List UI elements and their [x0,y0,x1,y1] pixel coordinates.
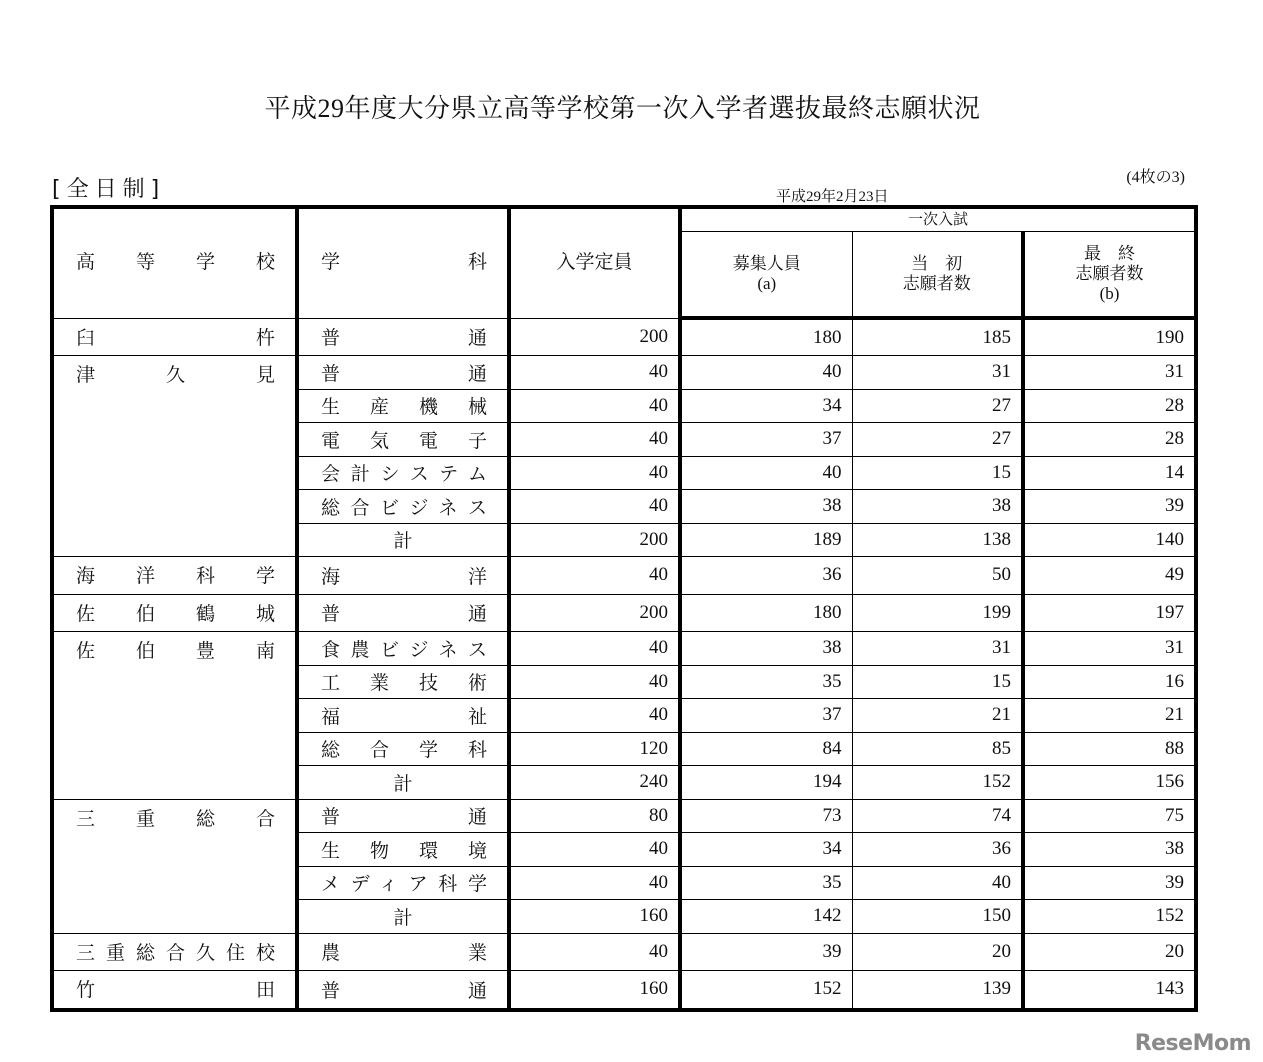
department-name: 普通 [297,594,509,632]
department-name: 総合ビジネス [297,490,509,524]
final-applicants-value: 75 [1023,799,1196,833]
capacity-value: 40 [509,665,680,699]
initial-applicants-value: 150 [852,900,1023,934]
recruit-value: 39 [680,933,852,971]
page-title: 平成29年度大分県立高等学校第一次入学者選抜最終志願状況 [264,94,981,123]
school-name: 佐伯鶴城 [52,594,297,632]
final-applicants-value: 39 [1023,866,1196,900]
capacity-value: 40 [509,557,680,595]
initial-applicants-value: 20 [852,933,1023,971]
recruit-value: 194 [680,766,852,800]
subtotal-label: 計 [297,523,509,557]
final-applicants-value: 190 [1023,318,1196,356]
header-school: 高等学校 [52,207,297,318]
school-name: 臼杵 [52,318,297,356]
capacity-value: 240 [509,766,680,800]
table-row [52,557,1196,595]
recruit-value: 36 [680,557,852,595]
section-label: [全日制] [52,177,166,202]
initial-applicants-value: 199 [852,594,1023,632]
initial-applicants-value: 36 [852,833,1023,867]
header-first-exam: 一次入試 [680,207,1196,231]
recruit-value: 152 [680,971,852,1010]
initial-applicants-value: 185 [852,318,1023,356]
final-applicants-value: 39 [1023,490,1196,524]
table-row [52,594,1196,632]
initial-applicants-value: 31 [852,356,1023,390]
capacity-value: 200 [509,594,680,632]
initial-applicants-value: 50 [852,557,1023,595]
sheet-number: (4枚の3) [1126,169,1185,186]
capacity-value: 40 [509,423,680,457]
capacity-value: 40 [509,933,680,971]
table-row [52,356,1196,390]
header-final [1023,231,1196,318]
initial-applicants-value: 74 [852,799,1023,833]
capacity-value: 40 [509,456,680,490]
department-name: 会計システム [297,456,509,490]
final-applicants-value: 143 [1023,971,1196,1010]
recruit-value: 37 [680,423,852,457]
capacity-value: 120 [509,732,680,766]
capacity-value: 40 [509,699,680,733]
initial-applicants-value: 15 [852,665,1023,699]
final-applicants-value: 31 [1023,356,1196,390]
recruit-value: 73 [680,799,852,833]
report-date: 平成29年2月23日 [776,189,889,205]
capacity-value: 160 [509,971,680,1010]
subtotal-label: 計 [297,766,509,800]
header-recruit [680,231,852,318]
recruit-value: 180 [680,318,852,356]
school-name: 津久見 [52,356,297,557]
department-name: 福祉 [297,699,509,733]
table-row [52,318,1196,356]
recruit-value: 40 [680,356,852,390]
recruit-value: 189 [680,523,852,557]
final-applicants-value: 38 [1023,833,1196,867]
department-name: 普通 [297,356,509,390]
final-applicants-value: 28 [1023,423,1196,457]
initial-applicants-value: 38 [852,490,1023,524]
recruit-label: 募集人員 [732,253,801,273]
initial-applicants-value: 139 [852,971,1023,1010]
initial-applicants-value: 27 [852,423,1023,457]
capacity-value: 160 [509,900,680,934]
school-name: 海洋科学 [52,557,297,595]
department-name: 電気電子 [297,423,509,457]
recruit-value: 38 [680,490,852,524]
recruit-value: 40 [680,456,852,490]
recruit-value: 142 [680,900,852,934]
department-name: メディア科学 [297,866,509,900]
capacity-value: 40 [509,866,680,900]
department-name: 生物環境 [297,833,509,867]
department-name: 総合学科 [297,732,509,766]
final-applicants-value: 14 [1023,456,1196,490]
table-row [52,971,1196,1010]
header-department: 学科 [297,207,509,318]
capacity-value: 40 [509,632,680,666]
final-applicants-value: 140 [1023,523,1196,557]
final-applicants-value: 20 [1023,933,1196,971]
final-applicants-value: 88 [1023,732,1196,766]
department-name: 普通 [297,971,509,1010]
final-applicants-value: 28 [1023,389,1196,423]
table-row [52,799,1196,833]
header-capacity: 入学定員 [509,207,680,318]
final-applicants-value: 16 [1023,665,1196,699]
initial-applicants-value: 27 [852,389,1023,423]
department-name: 生産機械 [297,389,509,423]
department-name: 農業 [297,933,509,971]
initial-applicants-value: 15 [852,456,1023,490]
final-applicants-value: 152 [1023,900,1196,934]
school-name: 三重総合 [52,799,297,933]
school-name: 三重総合久住校 [52,933,297,971]
capacity-value: 200 [509,523,680,557]
recruit-value: 38 [680,632,852,666]
initial-applicants-value: 85 [852,732,1023,766]
initial-label: 当 初 [911,253,963,273]
header-initial [852,231,1023,318]
department-name: 普通 [297,799,509,833]
applicants-table [50,205,1198,1012]
initial-applicants-value: 21 [852,699,1023,733]
department-name: 食農ビジネス [297,632,509,666]
school-name: 竹田 [52,971,297,1010]
initial-applicants-value: 152 [852,766,1023,800]
recruit-sub: (a) [757,273,777,293]
recruit-value: 34 [680,833,852,867]
capacity-value: 200 [509,318,680,356]
initial-applicants-value: 31 [852,632,1023,666]
recruit-value: 84 [680,732,852,766]
recruit-value: 35 [680,866,852,900]
final-applicants-value: 156 [1023,766,1196,800]
table-row [52,933,1196,971]
initial-sub: 志願者数 [902,273,971,293]
table-row [52,632,1196,666]
capacity-value: 40 [509,490,680,524]
school-name: 佐伯豊南 [52,632,297,800]
final-applicants-value: 49 [1023,557,1196,595]
department-name: 普通 [297,318,509,356]
capacity-value: 40 [509,356,680,390]
final-applicants-value: 31 [1023,632,1196,666]
final-applicants-value: 21 [1023,699,1196,733]
final-applicants-value: 197 [1023,594,1196,632]
final-sub: 志願者数 [1075,263,1144,283]
watermark-logo: ReseMom [1134,1031,1251,1056]
capacity-value: 40 [509,389,680,423]
department-name: 海洋 [297,557,509,595]
final-sub2: (b) [1099,283,1120,303]
capacity-value: 40 [509,833,680,867]
recruit-value: 34 [680,389,852,423]
department-name: 工業技術 [297,665,509,699]
recruit-value: 180 [680,594,852,632]
recruit-value: 35 [680,665,852,699]
recruit-value: 37 [680,699,852,733]
subtotal-label: 計 [297,900,509,934]
final-label: 最 終 [1084,243,1136,263]
capacity-value: 80 [509,799,680,833]
initial-applicants-value: 138 [852,523,1023,557]
initial-applicants-value: 40 [852,866,1023,900]
